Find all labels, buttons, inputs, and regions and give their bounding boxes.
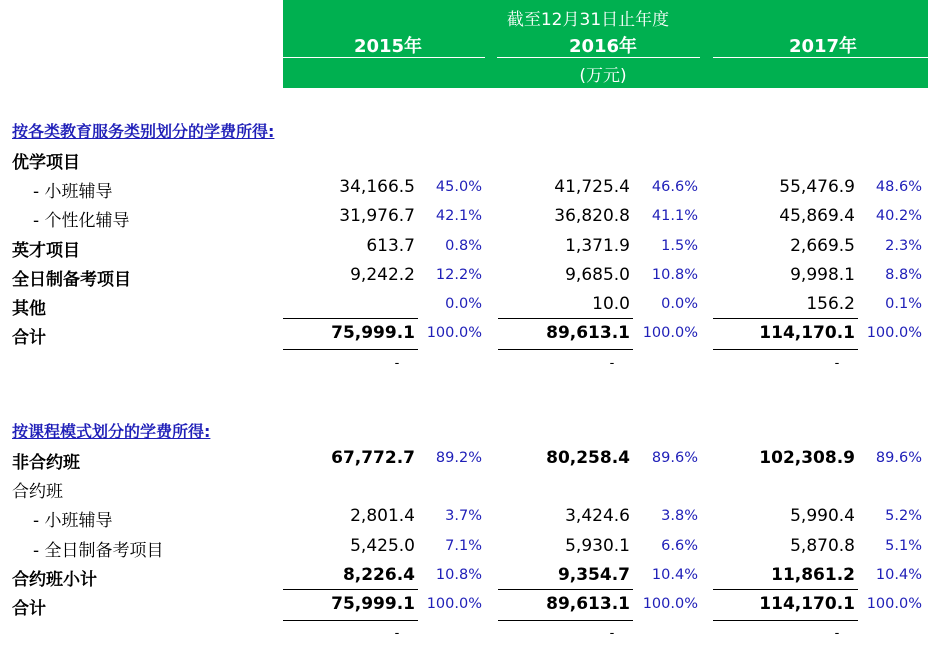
- total-top-rule: [713, 318, 858, 319]
- row-label: 英才项目: [12, 240, 80, 261]
- value-cell: 1,371.9: [565, 235, 630, 256]
- percent-cell: 100.0%: [866, 596, 922, 612]
- percent-cell: 100.0%: [642, 596, 698, 612]
- value-cell: 80,258.4: [546, 448, 630, 468]
- value-cell: 9,242.2: [350, 264, 415, 285]
- dash-mark: -: [394, 626, 400, 641]
- percent-cell: 48.6%: [875, 179, 922, 196]
- section2-title: 按课程模式划分的学费所得:: [12, 422, 211, 441]
- value-cell: 75,999.1: [331, 323, 415, 344]
- header-rule-2017: [713, 57, 928, 58]
- percent-cell: 42.1%: [435, 208, 482, 225]
- year-2017-header: 2017年: [788, 36, 858, 57]
- percent-cell: 46.6%: [651, 179, 698, 196]
- percent-cell: 10.8%: [435, 566, 482, 583]
- percent-cell: 0.8%: [445, 237, 482, 254]
- dash-mark: -: [834, 626, 840, 641]
- percent-cell: 100.0%: [642, 325, 698, 342]
- percent-cell: 3.8%: [661, 508, 698, 525]
- total-top-rule: [498, 589, 633, 590]
- value-cell: 2,669.5: [790, 235, 855, 256]
- percent-cell: 8.8%: [885, 266, 922, 283]
- year-2016-header: 2016年: [568, 36, 638, 57]
- row-label: 合计: [12, 599, 46, 619]
- row-label: 全日制备考项目: [12, 269, 131, 290]
- row-label: 合约班小计: [12, 569, 97, 590]
- total-bottom-rule: [283, 349, 418, 350]
- row-label: - 小班辅导: [33, 182, 113, 203]
- value-cell: 9,354.7: [557, 564, 630, 585]
- total-bottom-rule: [713, 349, 858, 350]
- percent-cell: 0.0%: [661, 296, 698, 312]
- total-bottom-rule: [713, 620, 858, 621]
- value-cell: 67,772.7: [331, 448, 415, 468]
- row-label: 非合约班: [12, 453, 80, 473]
- value-cell: 36,820.8: [554, 206, 630, 227]
- percent-cell: 0.0%: [445, 296, 482, 312]
- row-label: 合约班: [12, 482, 63, 503]
- total-bottom-rule: [498, 620, 633, 621]
- value-cell: 5,990.4: [790, 506, 855, 527]
- value-cell: 89,613.1: [546, 594, 630, 614]
- total-top-rule: [283, 589, 418, 590]
- year-2015-header: 2015年: [353, 36, 423, 57]
- percent-cell: 2.3%: [885, 237, 922, 254]
- row-label: 其他: [12, 299, 46, 319]
- value-cell: 11,861.2: [771, 564, 855, 585]
- percent-cell: 3.7%: [445, 508, 482, 525]
- column-header: [283, 0, 928, 88]
- value-cell: 55,476.9: [779, 177, 855, 198]
- percent-cell: 6.6%: [661, 537, 698, 554]
- row-label: - 小班辅导: [33, 511, 113, 532]
- percent-cell: 89.6%: [651, 450, 698, 466]
- value-cell: 3,424.6: [565, 506, 630, 527]
- value-cell: 10.0: [592, 294, 630, 314]
- value-cell: 114,170.1: [759, 323, 855, 344]
- value-cell: 34,166.5: [339, 177, 415, 198]
- unit-label: (万元): [579, 66, 627, 86]
- percent-cell: 7.1%: [445, 537, 482, 554]
- value-cell: 8,226.4: [342, 564, 415, 585]
- total-top-rule: [713, 589, 858, 590]
- value-cell: 9,685.0: [565, 264, 630, 285]
- value-cell: 102,308.9: [759, 448, 855, 468]
- value-cell: 114,170.1: [759, 594, 855, 614]
- total-bottom-rule: [283, 620, 418, 621]
- dash-mark: -: [394, 356, 400, 371]
- percent-cell: 100.0%: [426, 596, 482, 612]
- section1-title: 按各类教育服务类别划分的学费所得:: [12, 122, 275, 141]
- value-cell: 5,425.0: [350, 535, 415, 556]
- value-cell: 156.2: [806, 294, 855, 314]
- percent-cell: 5.1%: [885, 537, 922, 554]
- percent-cell: 100.0%: [426, 325, 482, 342]
- value-cell: 75,999.1: [331, 594, 415, 614]
- percent-cell: 0.1%: [885, 296, 922, 312]
- percent-cell: 10.8%: [651, 266, 698, 283]
- total-top-rule: [498, 318, 633, 319]
- percent-cell: 10.4%: [875, 566, 922, 583]
- value-cell: 45,869.4: [779, 206, 855, 227]
- percent-cell: 40.2%: [875, 208, 922, 225]
- row-label: 合计: [12, 328, 46, 349]
- percent-cell: 89.6%: [875, 450, 922, 466]
- percent-cell: 100.0%: [866, 325, 922, 342]
- percent-cell: 1.5%: [661, 237, 698, 254]
- dash-mark: -: [834, 356, 840, 371]
- percent-cell: 41.1%: [651, 208, 698, 225]
- total-bottom-rule: [498, 349, 633, 350]
- header-rule-2016: [497, 57, 700, 58]
- value-cell: 41,725.4: [554, 177, 630, 198]
- value-cell: 613.7: [366, 235, 415, 256]
- period-header: 截至12月31日止年度: [506, 10, 670, 30]
- row-label: - 个性化辅导: [33, 211, 130, 232]
- row-label: 优学项目: [12, 153, 80, 173]
- total-top-rule: [283, 318, 418, 319]
- percent-cell: 5.2%: [885, 508, 922, 525]
- value-cell: 31,976.7: [339, 206, 415, 227]
- percent-cell: 12.2%: [435, 266, 482, 283]
- value-cell: 89,613.1: [546, 323, 630, 344]
- dash-mark: -: [609, 626, 615, 641]
- percent-cell: 45.0%: [435, 179, 482, 196]
- value-cell: 5,930.1: [565, 535, 630, 556]
- header-rule-2015: [283, 57, 485, 58]
- value-cell: 5,870.8: [790, 535, 855, 556]
- percent-cell: 89.2%: [435, 450, 482, 466]
- row-label: - 全日制备考项目: [33, 540, 164, 561]
- percent-cell: 10.4%: [651, 566, 698, 583]
- value-cell: 9,998.1: [790, 264, 855, 285]
- dash-mark: -: [609, 356, 615, 371]
- value-cell: 2,801.4: [350, 506, 415, 527]
